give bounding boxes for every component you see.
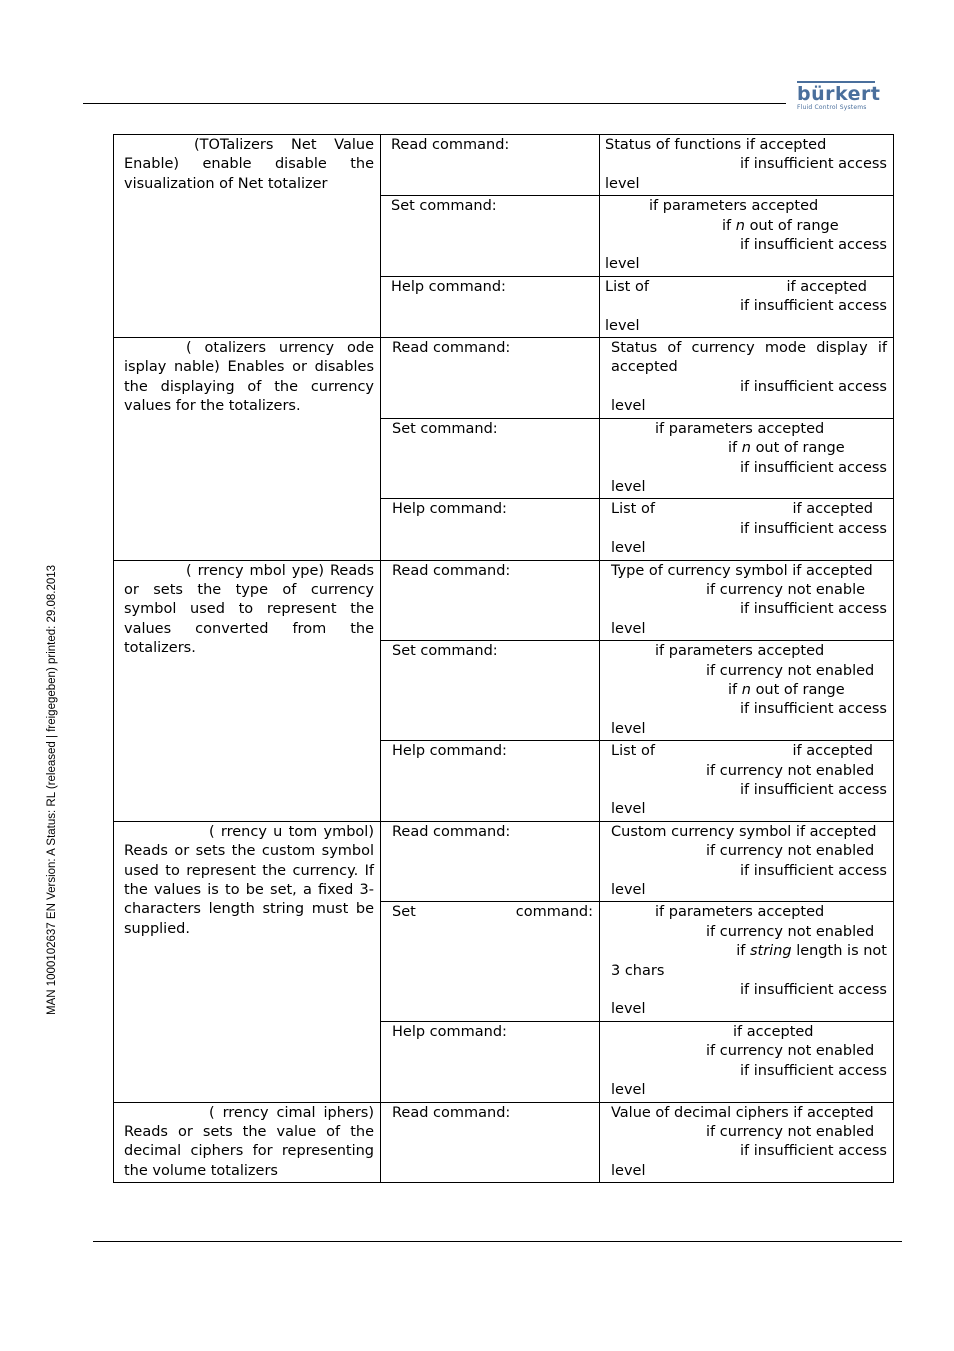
command-response: List of if accepted if currency not enabled if insufficient access level bbox=[600, 741, 894, 822]
function-description: ( rrency cimal iphers) Reads or sets the value of the decimal ciphers for representing the volume totalizers bbox=[114, 1102, 381, 1183]
header-rule bbox=[83, 103, 786, 104]
table-row bbox=[114, 560, 894, 641]
command-label: Help command: bbox=[381, 741, 600, 822]
command-label: Help command: bbox=[381, 499, 600, 560]
command-response: List of if accepted if insufficient access level bbox=[600, 499, 894, 560]
command-response: Custom currency symbol if accepted if currency not enabled if insufficient access level bbox=[600, 821, 894, 902]
function-description: (TOTalizers Net Value Enable) enable disable the visualization of Net totalizer bbox=[114, 135, 381, 338]
table-row bbox=[114, 338, 894, 419]
command-label: Set command: bbox=[381, 641, 600, 741]
command-response: if accepted if currency not enabled if insufficient access level bbox=[600, 1021, 894, 1102]
command-response: if parameters accepted if currency not enabled if string length is not 3 chars if insufficient access level bbox=[600, 902, 894, 1021]
command-label: Read command: bbox=[381, 338, 600, 419]
command-label: Read command: bbox=[381, 560, 600, 641]
document-status-margin-text: MAN 1000102637 EN Version: A Status: RL (released | freigegeben) printed: 29.08.2013 bbox=[46, 564, 58, 1015]
table-row bbox=[114, 821, 894, 902]
table-row bbox=[114, 135, 894, 196]
footer-rule bbox=[93, 1241, 902, 1242]
logo-tagline: Fluid Control Systems bbox=[797, 104, 867, 111]
command-response: List of if accepted if insufficient access level bbox=[600, 276, 894, 337]
function-description: ( rrency mbol ype) Reads or sets the type of currency symbol used to represent the values converted from the totalizers. bbox=[114, 560, 381, 821]
command-label: Help command: bbox=[381, 276, 600, 337]
logo-wordmark: bürkert bbox=[797, 83, 881, 105]
table-row bbox=[114, 1102, 894, 1183]
command-response: if parameters accepted if n out of range if insufficient access level bbox=[600, 418, 894, 499]
command-label: Set command: bbox=[381, 196, 600, 277]
command-label: Read command: bbox=[381, 821, 600, 902]
command-label: Read command: bbox=[381, 135, 600, 196]
function-description: ( rrency u tom ymbol) Reads or sets the custom symbol used to represent the currency. If the values is to be set, a fixed 3-characters length string must be supplied. bbox=[114, 821, 381, 1102]
command-table bbox=[113, 134, 894, 1183]
function-description: ( otalizers urrency ode isplay nable) Enables or disables the displaying of the currency values for the totalizers. bbox=[114, 338, 381, 560]
burkert-logo bbox=[797, 83, 881, 114]
command-response: Value of decimal ciphers if accepted if currency not enabled if insufficient access level bbox=[600, 1102, 894, 1183]
command-response: Status of currency mode display if accepted if insufficient access level bbox=[600, 338, 894, 419]
command-response: Status of functions if accepted if insufficient access level bbox=[600, 135, 894, 196]
command-label: Set command: bbox=[381, 902, 600, 1021]
command-response: Type of currency symbol if accepted if currency not enable if insufficient access level bbox=[600, 560, 894, 641]
command-response: if parameters accepted if currency not enabled if n out of range if insufficient access level bbox=[600, 641, 894, 741]
command-response: if parameters accepted if n out of range if insufficient access level bbox=[600, 196, 894, 277]
command-label: Help command: bbox=[381, 1021, 600, 1102]
command-label: Set command: bbox=[381, 418, 600, 499]
command-label: Read command: bbox=[381, 1102, 600, 1183]
